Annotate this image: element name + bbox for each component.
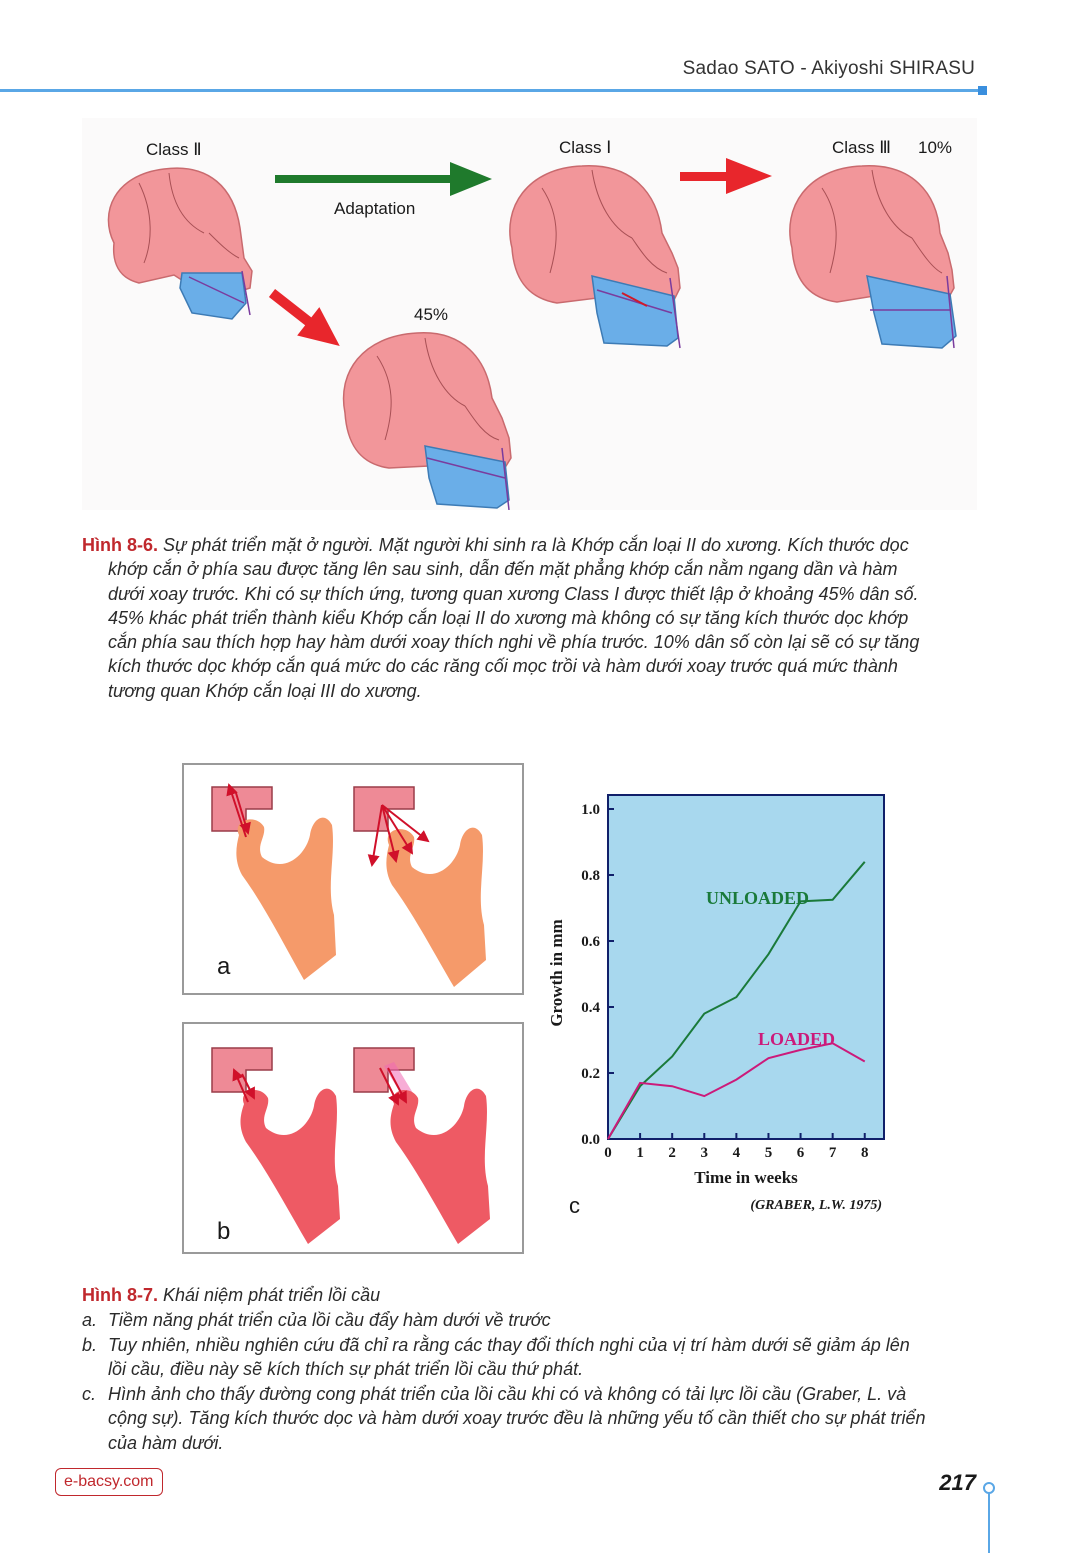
item-c-line-1: Hình ảnh cho thấy đường cong phát triển của lồi cầu khi có và không có tải lực lồi cầu (Graber, L. và [108, 1384, 907, 1404]
x-axis-label: Time in weeks [694, 1168, 798, 1187]
y-tick-label: 0.8 [581, 868, 600, 884]
figure-8-7-panel-b [182, 1022, 524, 1254]
caption-8-7-item-b [82, 1333, 977, 1382]
figure-8-6-illustration [82, 118, 977, 510]
item-b-marker: b. [82, 1335, 98, 1355]
item-b-line-1: Tuy nhiên, nhiều nghiên cứu đã chỉ ra rằng các thay đổi thích nghi của vị trí hàm dưới sẽ giảm áp lên [108, 1335, 910, 1355]
caption-8-7-item-a [82, 1308, 977, 1332]
item-b-line-2: lồi cầu, điều này sẽ kích thích sự phát triển lồi cầu thứ phát. [108, 1359, 584, 1380]
x-tick-label: 1 [636, 1145, 644, 1161]
x-tick-label: 2 [668, 1145, 676, 1161]
y-axis-label: Growth in mm [547, 919, 566, 1027]
panel-a-letter: a [217, 953, 231, 980]
header-rule-end-mark [978, 86, 987, 95]
y-tick-label: 0.6 [581, 934, 600, 950]
caption-figure-8-7-title [82, 1283, 977, 1307]
figure-8-7-panel-c [542, 783, 892, 1223]
chart-source: (GRABER, L.W. 1975) [750, 1198, 882, 1213]
series-label-unloaded: UNLOADED [706, 888, 810, 908]
label-class-2: Class Ⅱ [146, 140, 202, 159]
caption-8-7-label: Hình 8-7. [82, 1285, 159, 1305]
y-tick-label: 0.2 [581, 1066, 600, 1082]
caption-8-6-line-5: cắn phía sau thích hợp hay hàm dưới xoay thích nghi về phía trước. 10% dân số còn lại sẽ có sự tăng [108, 632, 920, 653]
item-a-marker: a. [82, 1310, 98, 1330]
figure-8-7-panel-a [182, 763, 524, 995]
running-header-author: Sadao SATO - Akiyoshi SHIRASU [682, 58, 975, 79]
label-10-percent: 10% [918, 138, 953, 157]
skull-class-1 [510, 166, 680, 348]
item-c-line-2: cộng sự). Tăng kích thước dọc và hàm dưới xoay trước đều là những yếu tố cần thiết cho sự phát triển [108, 1408, 926, 1429]
page-number: 217 [939, 1470, 976, 1495]
caption-8-6-line-1: Sự phát triển mặt ở người. Mặt người khi sinh ra là Khớp cắn loại II do xương. Kích thước dọc [163, 535, 909, 555]
caption-8-6-line-6: kích thước dọc khớp cắn quá mức do các răng cối mọc trồi và hàm dưới xoay trước quá mức thành [108, 656, 898, 677]
label-adaptation: Adaptation [334, 199, 416, 218]
series-label-loaded: LOADED [758, 1029, 836, 1049]
caption-8-6-line-7: tương quan Khớp cắn loại III do xương. [108, 680, 422, 701]
condyle-loaded-illustration-a [184, 765, 522, 993]
x-tick-label: 0 [604, 1145, 612, 1161]
item-a-line-1: Tiềm năng phát triển của lồi cầu đẩy hàm dưới về trước [108, 1310, 551, 1330]
adaptation-green-arrow [275, 162, 492, 196]
x-tick-label: 4 [732, 1145, 741, 1161]
panel-c-letter: c [569, 1193, 580, 1218]
panel-b-letter: b [217, 1218, 231, 1245]
skull-class-3 [790, 166, 956, 348]
caption-8-6-line-4: 45% khác phát triển thành kiểu Khớp cắn loại II do xương mà không có sự tăng kích thước dọc khớp [108, 607, 909, 628]
caption-8-6-label: Hình 8-6. [82, 535, 159, 555]
label-45-percent: 45% [414, 305, 449, 324]
red-arrow-class1-to-class3 [680, 158, 772, 194]
y-tick-label: 1.0 [581, 802, 600, 818]
condyle-loaded-illustration-b [184, 1024, 522, 1252]
site-badge[interactable]: e-bacsy.com [55, 1468, 163, 1496]
skull-class-2 [108, 168, 252, 319]
y-tick-label: 0.0 [581, 1132, 600, 1148]
x-tick-label: 6 [796, 1145, 805, 1161]
item-c-line-3: của hàm dưới. [108, 1432, 224, 1453]
x-tick-label: 3 [700, 1145, 709, 1161]
caption-8-6-line-3: dưới xoay trước. Khi có sự thích ứng, tương quan xương Class I được thiết lập ở khoảng 45% dân số. [108, 583, 919, 604]
caption-8-7-item-c [82, 1382, 977, 1455]
chart-plot-area [608, 795, 884, 1139]
red-arrow-diagonal [261, 279, 351, 360]
x-tick-label: 5 [764, 1145, 773, 1161]
skull-class-2-45pct [344, 333, 511, 510]
header-rule [0, 89, 980, 92]
caption-figure-8-6 [82, 533, 977, 703]
label-class-3: Class Ⅲ [832, 138, 891, 157]
item-c-marker: c. [82, 1384, 97, 1404]
figure-8-6 [82, 118, 977, 510]
x-tick-label: 7 [828, 1145, 837, 1161]
caption-8-6-line-2: khớp cắn ở phía sau được tăng lên sau sinh, dẫn đến mặt phẳng khớp cắn nằm ngang dần và hàm [108, 559, 898, 580]
caption-8-7-title: Khái niệm phát triển lồi cầu [163, 1285, 381, 1305]
growth-chart [542, 783, 892, 1223]
y-tick-label: 0.4 [581, 1000, 600, 1016]
label-class-1: Class Ⅰ [559, 138, 612, 157]
x-tick-label: 8 [860, 1145, 869, 1161]
page-marker-line [988, 1492, 990, 1553]
